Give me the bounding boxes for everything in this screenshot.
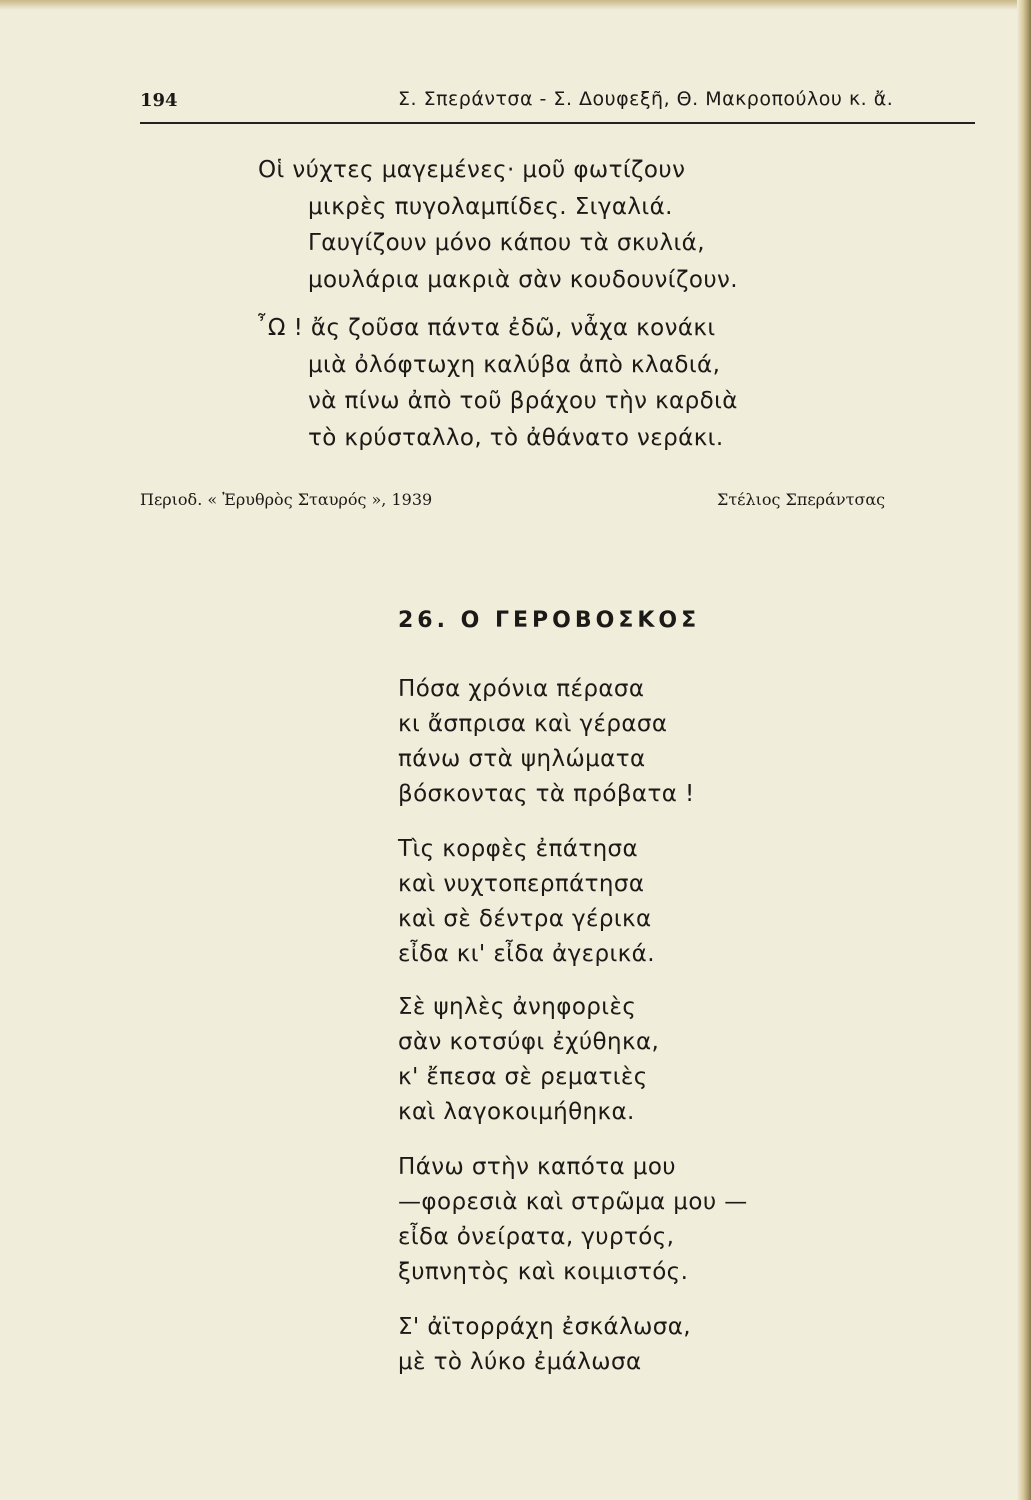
page-number: 194 xyxy=(140,90,178,111)
poem1-stanza-1 xyxy=(258,152,738,298)
page-top-shadow xyxy=(0,0,1031,10)
verse-line: κ' ἔπεσα σὲ ρεματιὲς xyxy=(398,1064,648,1090)
poem-author: Στέλιος Σπεράντσας xyxy=(717,490,886,509)
verse-line: Τὶς κορφὲς ἐπάτησα xyxy=(398,836,639,862)
running-head: Σ. Σπεράντσα - Σ. Δουφεξῆ, Θ. Μακροπούλου κ. ἄ. xyxy=(398,88,894,110)
verse-line: Γαυγίζουν μόνο κάπου τὰ σκυλιά, xyxy=(308,230,705,256)
verse-line: ῏Ω ! ἄς ζοῦσα πάντα ἐδῶ, νἆχα κονάκι xyxy=(256,315,716,341)
poem2-stanza-4 xyxy=(398,1150,748,1290)
poem2-stanza-1 xyxy=(398,672,695,812)
page-header xyxy=(140,78,1025,118)
verse-line: κι ἄσπρισα καὶ γέρασα xyxy=(398,711,668,737)
poem2-stanza-2 xyxy=(398,832,655,972)
source-citation: Περιοδ. « Ἐρυθρὸς Σταυρός », 1939 xyxy=(140,490,433,509)
poem2-stanza-5 xyxy=(398,1310,691,1380)
poem-title: 26. Ο ΓΕΡΟΒΟΣΚΟΣ xyxy=(398,608,701,633)
verse-line: Σὲ ψηλὲς ἀνηφοριὲς xyxy=(398,994,637,1020)
verse-line: καὶ σὲ δέντρα γέρικα xyxy=(398,906,652,932)
verse-line: σὰν κοτσύφι ἐχύθηκα, xyxy=(398,1029,660,1055)
verse-line: Σ' ἀϊτορράχη ἐσκάλωσα, xyxy=(398,1314,692,1340)
verse-line: Οἱ νύχτες μαγεμένες· μοῦ φωτίζουν xyxy=(258,157,686,183)
verse-line: μουλάρια μακριὰ σὰν κουδουνίζουν. xyxy=(308,266,739,293)
poem1-stanza-2 xyxy=(256,310,738,456)
verse-line: Πάνω στὴν καπότα μου xyxy=(398,1154,677,1180)
verse-line: καὶ λαγοκοιμήθηκα. xyxy=(398,1099,635,1125)
header-rule xyxy=(140,122,975,124)
verse-line: μὲ τὸ λύκο ἐμάλωσα xyxy=(398,1349,642,1375)
verse-line: εἶδα ὀνείρατα, γυρτός, xyxy=(398,1224,675,1250)
verse-line: νὰ πίνω ἀπὸ τοῦ βράχου τὴν καρδιὰ xyxy=(308,388,738,414)
verse-line: —φορεσιὰ καὶ στρῶμα μου — xyxy=(398,1189,748,1215)
verse-line: Πόσα χρόνια πέρασα xyxy=(398,676,645,702)
verse-line: βόσκοντας τὰ πρόβατα ! xyxy=(398,781,695,807)
verse-line: πάνω στὰ ψηλώματα xyxy=(398,746,646,772)
verse-line: εἶδα κι' εἶδα ἀγερικά. xyxy=(398,941,655,967)
verse-line: μιὰ ὀλόφτωχη καλύβα ἀπὸ κλαδιά, xyxy=(308,351,721,378)
verse-line: καὶ νυχτοπερπάτησα xyxy=(398,871,645,897)
poem2-stanza-3 xyxy=(398,990,659,1130)
page-binding-edge xyxy=(1017,0,1031,1500)
verse-line: ξυπνητὸς καὶ κοιμιστός. xyxy=(398,1259,689,1285)
verse-line: μικρὲς πυγολαμπίδες. Σιγαλιά. xyxy=(308,193,673,220)
verse-line: τὸ κρύσταλλο, τὸ ἀθάνατο νεράκι. xyxy=(308,424,724,451)
